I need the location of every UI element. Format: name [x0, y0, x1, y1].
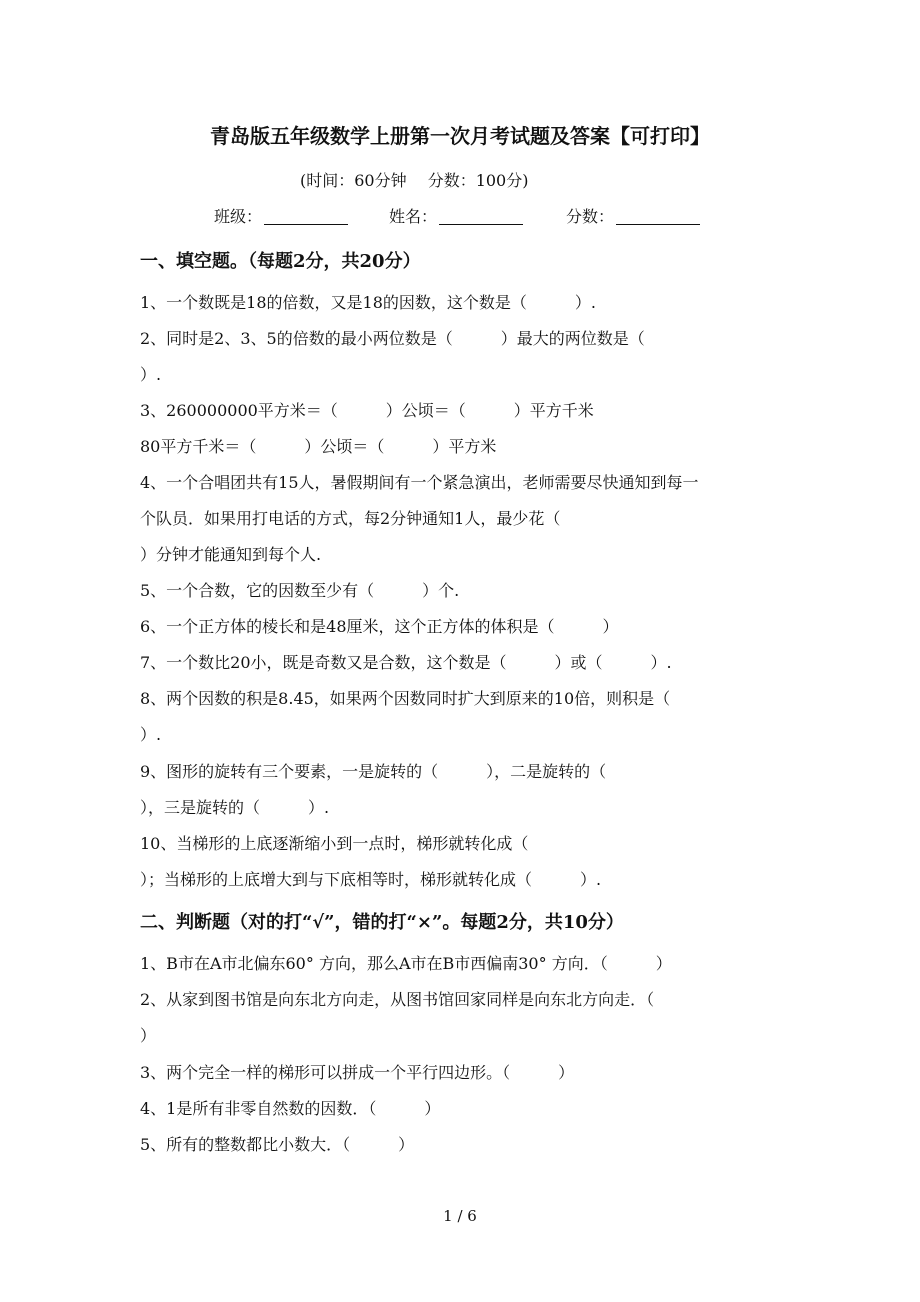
question-line: 3、两个完全一样的梯形可以拼成一个平行四边形。（ ） [140, 1063, 575, 1082]
question-line: 4、一个合唱团共有15人，暑假期间有一个紧急演出，老师需要尽快通知到每一 [140, 473, 699, 492]
question-line: 4、1是所有非零自然数的因数．（ ） [140, 1099, 441, 1118]
question-line: 1、B市在A市北偏东60° 方向，那么A市在B市西偏南30° 方向．（ ） [140, 954, 672, 973]
name-blank[interactable] [439, 208, 523, 225]
question-line: 2、同时是2、3、5的倍数的最小两位数是（ ）最大的两位数是（ [140, 329, 645, 348]
class-label: 班级： [214, 207, 263, 226]
page-title: 青岛版五年级数学上册第一次月考试题及答案【可打印】 [210, 124, 710, 148]
question-line: 8、两个因数的积是8.45，如果两个因数同时扩大到原来的10倍，则积是（ [140, 689, 671, 708]
score-label: 分数： [566, 207, 615, 226]
question-line: ）. [140, 365, 162, 384]
class-field [214, 204, 348, 227]
section1-heading: 一、填空题。（每题2分，共20分） [140, 251, 421, 272]
question-line: 个队员．如果用打电话的方式，每2分钟通知1人，最少花（ [140, 509, 561, 528]
question-line: 80平方千米＝（ ）公顷＝（ ）平方米 [140, 437, 497, 456]
page-number: 1 / 6 [443, 1207, 477, 1225]
question-line: ），三是旋转的（ ）. [140, 798, 330, 817]
question-line: 2、从家到图书馆是向东北方向走，从图书馆回家同样是向东北方向走．（ [140, 990, 655, 1009]
question-line: 9、图形的旋转有三个要素，一是旋转的（ ），二是旋转的（ [140, 762, 607, 781]
score-blank[interactable] [616, 208, 700, 225]
question-line: ）. [140, 725, 162, 744]
class-blank[interactable] [264, 208, 348, 225]
question-line: ）；当梯形的上底增大到与下底相等时，梯形就转化成（ ）. [140, 870, 602, 889]
question-line: 1、一个数既是18的倍数，又是18的因数，这个数是（ ）. [140, 293, 596, 312]
exam-meta: (时间：60分钟 分数：100分) [300, 171, 529, 190]
question-line: 7、一个数比20小，既是奇数又是合数，这个数是（ ）或（ ）. [140, 653, 672, 672]
question-line: ）分钟才能通知到每个人. [140, 545, 322, 564]
score-field [566, 204, 700, 227]
question-line: ） [140, 1026, 157, 1045]
question-line: 3、260000000平方米＝（ ）公顷＝（ ）平方千米 [140, 401, 594, 420]
question-line: 10、当梯形的上底逐渐缩小到一点时，梯形就转化成（ [140, 834, 529, 853]
question-line: 6、一个正方体的棱长和是48厘米，这个正方体的体积是（ ） [140, 617, 619, 636]
name-label: 姓名： [389, 207, 438, 226]
question-line: 5、一个合数，它的因数至少有（ ）个. [140, 581, 460, 600]
section2-heading: 二、判断题（对的打“√”，错的打“×”。每题2分，共10分） [140, 912, 624, 933]
question-line: 5、所有的整数都比小数大．（ ） [140, 1135, 415, 1154]
name-field [389, 204, 523, 227]
